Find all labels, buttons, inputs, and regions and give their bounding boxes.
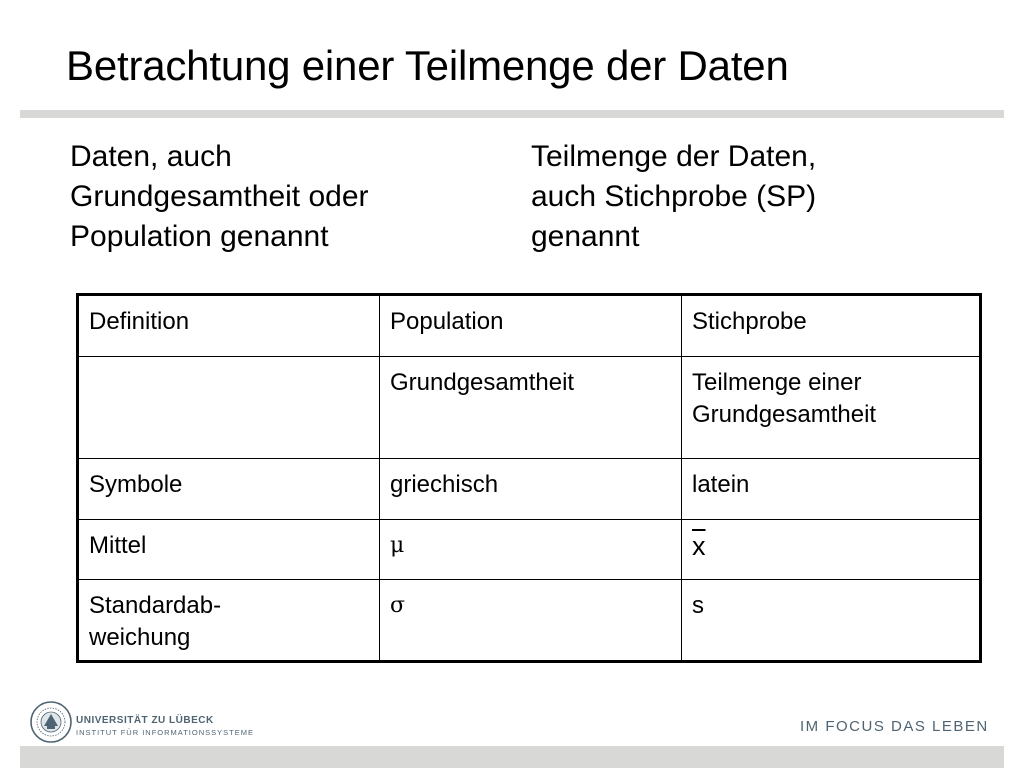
table-cell [78,295,380,357]
cell-text: griechisch [390,471,499,498]
table-cell [682,459,981,520]
table-cell [682,520,981,580]
mu-symbol: μ [390,533,405,558]
cell-text: Mittel [89,532,147,559]
table-cell [682,357,981,459]
institute-name: INSTITUT FÜR INFORMATIONSSYSTEME [76,728,254,737]
table-row-grundgesamtheit [78,357,981,459]
cell-text: Symbole [89,471,183,498]
cell-text: Stichprobe [692,308,807,335]
sigma-symbol: σ [390,593,406,618]
x-bar-symbol: $\overline{x}$ [692,531,706,561]
cell-text: Teilmenge einer [692,369,862,396]
footer-band [20,746,1004,768]
cell-text: weichung [89,624,191,651]
intro-left-line: Population genannt [70,220,329,253]
university-seal-icon [29,700,73,749]
intro-right-line: genannt [531,220,640,253]
definition-table [76,293,982,663]
intro-left-line: Grundgesamtheit oder [70,180,369,213]
table-cell [380,520,682,580]
slogan: IM FOCUS DAS LEBEN [800,718,989,735]
table-cell [78,580,380,662]
table-row-mittel [78,520,981,580]
table-cell [380,357,682,459]
table-cell [78,357,380,459]
table-row-definition [78,295,981,357]
intro-population-text [70,137,369,257]
cell-text: Standardab- [89,592,222,619]
cell-text: Grundgesamtheit [692,401,877,428]
table-cell [380,459,682,520]
table-cell [682,295,981,357]
intro-sample-text [531,137,816,257]
cell-text: Population [390,308,504,335]
cell-text: latein [692,471,750,498]
cell-text: Definition [89,308,190,335]
table-cell [380,580,682,662]
intro-right-line: auch Stichprobe (SP) [531,180,817,213]
slide-title: Betrachtung einer Teilmenge der Daten [66,42,789,89]
cell-text: Grundgesamtheit [390,369,575,396]
university-name: UNIVERSITÄT ZU LÜBECK [76,715,214,726]
table-cell [78,520,380,580]
intro-left-line: Daten, auch [70,140,232,173]
title-rule [20,110,1004,118]
table-cell [682,580,981,662]
cell-text: s [692,592,704,619]
table-cell [380,295,682,357]
table-row-symbole [78,459,981,520]
table-row-standardabweichung [78,580,981,662]
table-cell [78,459,380,520]
intro-right-line: Teilmenge der Daten, [531,140,817,173]
